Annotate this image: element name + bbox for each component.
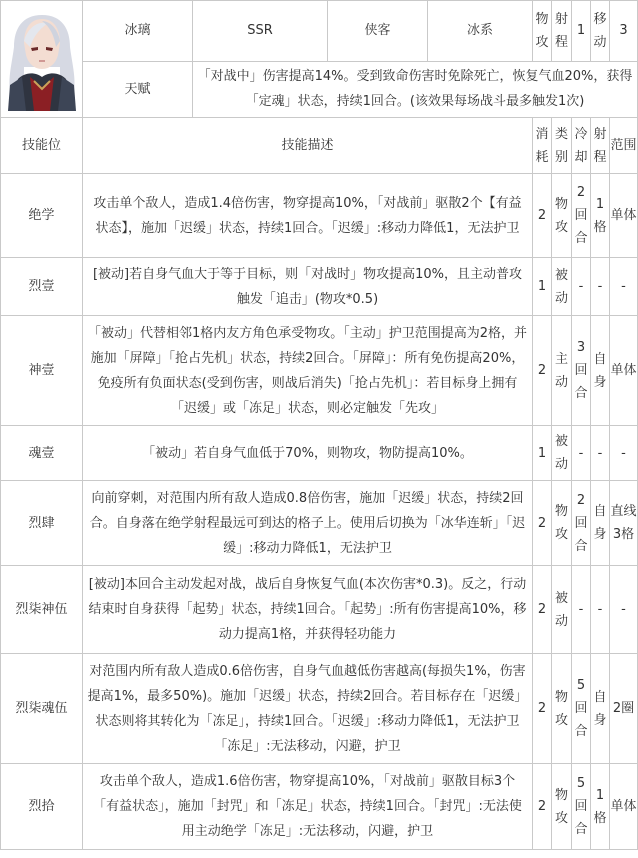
skill-range: - xyxy=(591,566,610,654)
header-slot: 技能位 xyxy=(1,118,83,174)
skill-description: 对范围内所有敌人造成0.6倍伤害，自身气血越低伤害越高(每损失1%，伤害提高1%，最多50%)。施加「迟缓」状态，持续2回合。若目标存在「迟缓」状态则将其转化为「冻足」，持续1回合。「迟缓」:移动力降低1，无法护卫「冻足」:无法移动，闪避，护卫 xyxy=(83,654,533,764)
skill-cost: 1 xyxy=(533,258,552,316)
skill-row xyxy=(1,654,638,764)
skill-row xyxy=(1,316,638,426)
move-value: 3 xyxy=(610,1,638,62)
skill-slot: 神壹 xyxy=(1,316,83,426)
character-element: 冰系 xyxy=(428,1,533,62)
character-rarity: SSR xyxy=(193,1,328,62)
skill-area: 单体 xyxy=(610,174,638,258)
skill-cooldown: - xyxy=(572,566,591,654)
skill-row xyxy=(1,481,638,566)
skill-row xyxy=(1,258,638,316)
skill-row xyxy=(1,764,638,850)
skill-slot: 魂壹 xyxy=(1,426,83,481)
skill-category: 被动 xyxy=(552,426,572,481)
skill-area: 单体 xyxy=(610,764,638,850)
skill-cooldown: 5回合 xyxy=(572,764,591,850)
header-area: 范围 xyxy=(610,118,638,174)
skill-range: 1格 xyxy=(591,764,610,850)
skill-description: 「被动」若自身气血低于70%，则物攻，物防提高10%。 xyxy=(83,426,533,481)
skill-slot: 烈柒神伍 xyxy=(1,566,83,654)
header-cooldown: 冷却 xyxy=(572,118,591,174)
skill-category: 被动 xyxy=(552,566,572,654)
skill-category: 物攻 xyxy=(552,764,572,850)
range-label: 射程 xyxy=(552,1,572,62)
skill-cost: 2 xyxy=(533,566,552,654)
skill-description: 攻击单个敌人，造成1.6倍伤害，物穿提高10%，「对战前」驱散目标3个「有益状态」，施加「封咒」和「冻足」状态，持续1回合。「封咒」:无法使用主动绝学「冻足」:无法移动，闪避，护卫 xyxy=(83,764,533,850)
skill-cooldown: - xyxy=(572,258,591,316)
skill-range: 自身 xyxy=(591,481,610,566)
skill-slot: 烈柒魂伍 xyxy=(1,654,83,764)
skill-area: 单体 xyxy=(610,316,638,426)
skill-cost: 2 xyxy=(533,481,552,566)
skill-description: [被动]本回合主动发起对战，战后自身恢复气血(本次伤害*0.3)。反之，行动结束时自身获得「起势」状态，持续1回合。「起势」:所有伤害提高10%，移动力提高1格，并获得轻功能力 xyxy=(83,566,533,654)
skill-category: 被动 xyxy=(552,258,572,316)
range-value: 1 xyxy=(572,1,591,62)
header-cost: 消耗 xyxy=(533,118,552,174)
attack-type-label: 物攻 xyxy=(533,1,552,62)
portrait-cell xyxy=(1,1,83,118)
skill-row xyxy=(1,566,638,654)
talent-label: 天赋 xyxy=(83,61,193,117)
skill-description: 攻击单个敌人，造成1.4倍伤害，物穿提高10%，「对战前」驱散2个【有益状态】，施加「迟缓」状态，持续1回合。「迟缓」:移动力降低1，无法护卫 xyxy=(83,174,533,258)
move-label: 移动 xyxy=(591,1,610,62)
info-row-basic xyxy=(1,1,638,62)
skills-header-row xyxy=(1,118,638,174)
skill-row xyxy=(1,174,638,258)
skill-category: 主动 xyxy=(552,316,572,426)
skill-area: 2圈 xyxy=(610,654,638,764)
skill-range: 自身 xyxy=(591,654,610,764)
skill-cost: 1 xyxy=(533,426,552,481)
character-name: 冰璃 xyxy=(83,1,193,62)
skill-cooldown: - xyxy=(572,426,591,481)
info-row-talent xyxy=(1,61,638,117)
character-class: 侠客 xyxy=(328,1,428,62)
skill-range: 自身 xyxy=(591,316,610,426)
skill-category: 物攻 xyxy=(552,654,572,764)
header-description: 技能描述 xyxy=(83,118,533,174)
skill-description: 向前穿刺，对范围内所有敌人造成0.8倍伤害，施加「迟缓」状态，持续2回合。自身落在绝学射程最远可到达的格子上。使用后切换为「冰华连斩」「迟缓」:移动力降低1，无法护卫 xyxy=(83,481,533,566)
skill-cooldown: 2回合 xyxy=(572,481,591,566)
skill-slot: 绝学 xyxy=(1,174,83,258)
header-range: 射程 xyxy=(591,118,610,174)
skill-slot: 烈肆 xyxy=(1,481,83,566)
skill-cost: 2 xyxy=(533,174,552,258)
skill-cost: 2 xyxy=(533,764,552,850)
skill-area: - xyxy=(610,426,638,481)
skill-area: 直线3格 xyxy=(610,481,638,566)
skill-category: 物攻 xyxy=(552,174,572,258)
skill-cooldown: 5回合 xyxy=(572,654,591,764)
skill-category: 物攻 xyxy=(552,481,572,566)
skill-range: - xyxy=(591,426,610,481)
skill-range: - xyxy=(591,258,610,316)
skill-area: - xyxy=(610,566,638,654)
character-portrait-icon xyxy=(4,7,80,111)
skill-description: 「被动」代替相邻1格内友方角色承受物攻。「主动」护卫范围提高为2格，并施加「屏障」「抢占先机」状态，持续2回合。「屏障」：所有免伤提高20%，免疫所有负面状态(受到伤害，则战后消失)「抢占先机」：若目标身上拥有「迟缓」或「冻足」状态，则必定触发「先攻」 xyxy=(83,316,533,426)
skill-cost: 2 xyxy=(533,316,552,426)
header-category: 类别 xyxy=(552,118,572,174)
talent-text: 「对战中」伤害提高14%。受到致命伤害时免除死亡，恢复气血20%，获得「定魂」状态，持续1回合。(该效果每场战斗最多触发1次) xyxy=(193,61,638,117)
skill-cost: 2 xyxy=(533,654,552,764)
skill-cooldown: 2回合 xyxy=(572,174,591,258)
skill-cooldown: 3回合 xyxy=(572,316,591,426)
skill-row xyxy=(1,426,638,481)
skill-slot: 烈壹 xyxy=(1,258,83,316)
skill-description: [被动]若自身气血大于等于目标，则「对战时」物攻提高10%，且主动普攻触发「追击」(物攻*0.5) xyxy=(83,258,533,316)
skill-slot: 烈拾 xyxy=(1,764,83,850)
skill-range: 1格 xyxy=(591,174,610,258)
skill-area: - xyxy=(610,258,638,316)
